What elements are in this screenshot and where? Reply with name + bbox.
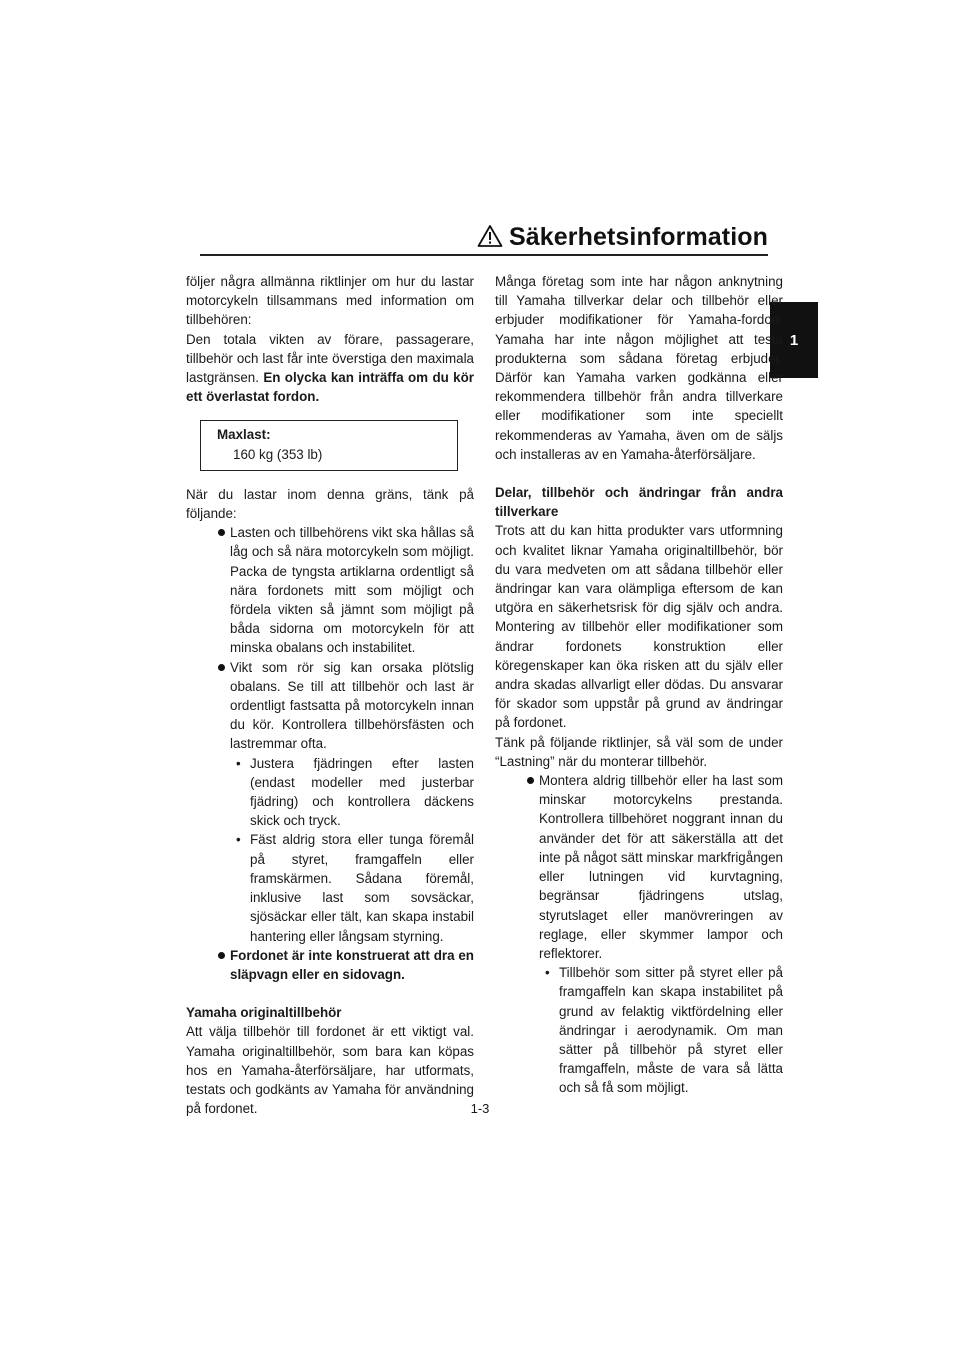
paragraph-text: Den totala vikten av förare, passagerare, tillbehör och last får inte överstiga den maximala lastgränsen.	[186, 331, 474, 386]
chapter-tab-label: 1	[789, 331, 799, 349]
max-load-box	[200, 420, 458, 470]
section-heading: Delar, tillbehör och ändringar från andra tillverkare	[495, 485, 783, 520]
page-title: Säkerhetsinformation	[508, 223, 768, 251]
list-item: Lasten och tillbehörens vikt ska hållas så låg och så nära motorcykeln som möjligt. Packa de tyngsta artiklarna ordentligt så nära fordonets mitt som möjligt och fördela vikten så jämnt som möjligt på båda sidorna om motorcykeln för att minska obalans och instabilitet.	[186, 523, 474, 657]
list-item: Vikt som rör sig kan orsaka plötslig obalans. Se till att tillbehör och last är ordentligt fastsatta på motorcykeln innan du kör. Kontrollera tillbehörsfästen och lastremmar ofta.	[186, 658, 474, 754]
left-column	[186, 272, 474, 1118]
list-item: Montera aldrig tillbehör eller ha last som minskar motorcykelns prestanda. Kontrollera tillbehöret noggrant innan du använder det för att säkerställa att det inte på något sätt minskar markfrigången eller lutningen vid kurvtagning, begränsar fjädringens utslag, styrutslaget eller manövreringen av reglage, eller skymmer lampor och reflektorer.	[495, 771, 783, 963]
max-load-value: 160 kg (353 lb)	[233, 446, 323, 462]
section-heading: Yamaha originaltillbehör	[186, 1005, 342, 1021]
paragraph: Att välja tillbehör till fordonet är ett viktigt val. Yamaha originaltillbehör, som bara kan köpas hos en Yamaha-återförsäljare, har utformats, testats och godkänts av Yamaha för användning på fordonet.	[186, 1024, 474, 1117]
sub-list-item: • Tillbehör som sitter på styret eller på framgaffeln kan skapa instabilitet på grund av felaktig viktfördelning eller ändringar i aerodynamik. Om man sätter på tillbehör på styret eller framgaffeln, måste de vara så lätta och så få som möjligt.	[495, 963, 783, 1097]
warning-text: En olycka kan inträffa om du kör ett överlastat fordon.	[186, 370, 474, 405]
warning-triangle-icon	[477, 224, 503, 248]
page-number: 1-3	[470, 1101, 490, 1116]
paragraph	[186, 330, 474, 407]
paragraph: När du lastar inom denna gräns, tänk på följande:	[186, 486, 474, 522]
right-column	[495, 272, 783, 1098]
max-load-label: Maxlast:	[217, 427, 271, 443]
paragraph: Trots att du kan hitta produkter vars utformning och kvalitet liknar Yamaha originaltillbehör, bör du vara medveten om att sådana tillbehör eller ändringar kan vara olämpliga eftersom de kan utgöra en säkerhetsrisk för dig själv och andra. Montering av tillbehör eller modifikationer som ändrar fordonets konstruktion eller köregenskaper kan öka risken att du själv eller andra skadas allvarligt eller dödas. Du ansvarar för skador som uppstår på grund av ändringar på fordonet.	[495, 523, 783, 731]
sub-list-item: • Justera fjädringen efter lasten (endast modeller med justerbar fjädring) och kontrollera däckens skick och tryck.	[186, 754, 474, 831]
paragraph: följer några allmänna riktlinjer om hur du lastar motorcykeln tillsammans med information om tillbehören:	[186, 274, 474, 328]
page-header	[200, 220, 768, 256]
paragraph: Tänk på följande riktlinjer, så väl som de under “Lastning” när du monterar tillbehör.	[495, 734, 783, 769]
list-item: Fordonet är inte konstruerat att dra en släpvagn eller en sidovagn.	[186, 946, 474, 984]
sub-list-item: • Fäst aldrig stora eller tunga föremål på styret, framgaffeln eller framskärmen. Sådana föremål, inklusive last som sovsäckar, sjösäckar eller tält, kan skapa instabil hantering eller långsam styrning.	[186, 830, 474, 945]
paragraph: Många företag som inte har någon anknytning till Yamaha tillverkar delar och tillbehör eller erbjuder modifikationer för Yamaha-fordon. Yamaha har inte någon möjlighet att testa produkterna som sådana företag erbjuder. Därför kan Yamaha varken godkänna eller rekommendera tillbehör från andra tillverkare eller modifikationer som inte speciellt rekommenderas av Yamaha, även om de säljs och installeras av en Yamaha-återförsäljare.	[495, 274, 783, 462]
